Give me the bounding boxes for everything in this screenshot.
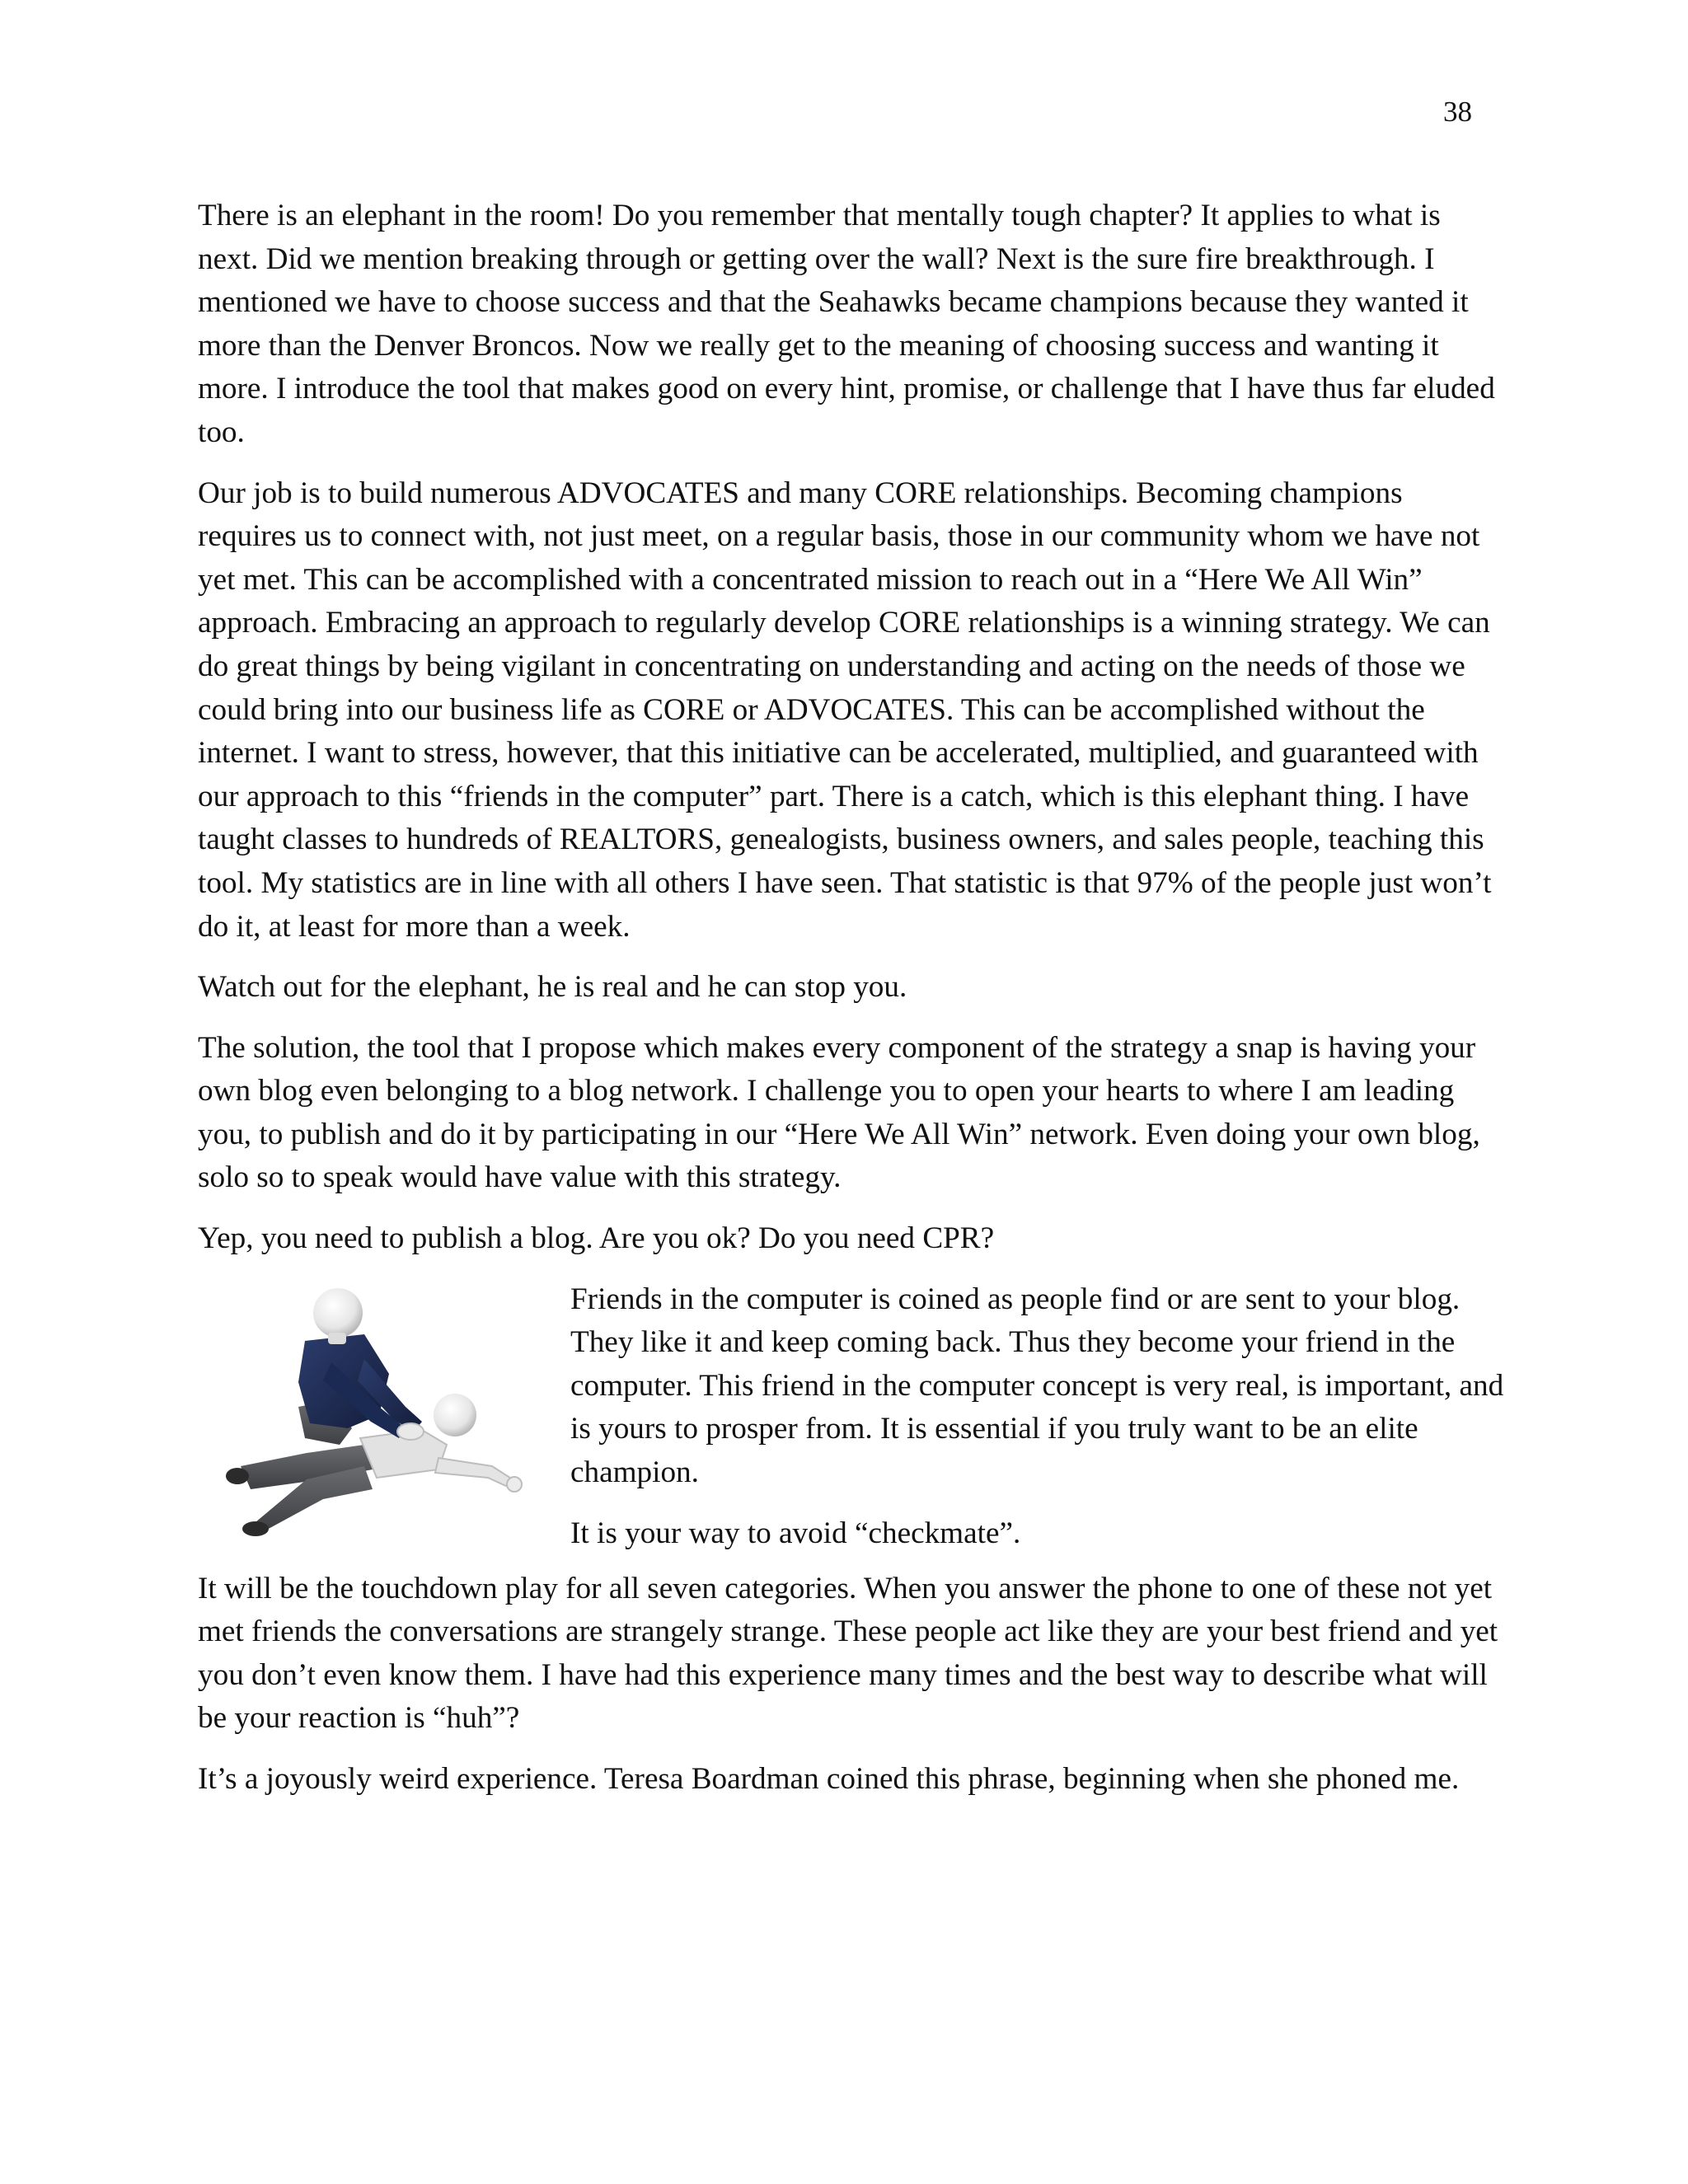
paragraph-elephant-intro: There is an elephant in the room! Do you remember that mentally tough chapter? It applies to what is next. Did we mention breaking through or getting over the wall? Next is the sure fire breakthrough. I mentioned we have to choose success and that the Seahawks became champions because they wanted it more than the Denver Broncos. Now we really get to the meaning of choosing success and wanting it more. I introduce the tool that makes good on every hint, promise, or challenge that I have thus far eluded too. xyxy=(198,199,1495,449)
paragraph-joyously-weird: It’s a joyously weird experience. Teresa Boardman coined this phrase, beginning when she phoned me. xyxy=(198,1762,1460,1797)
paragraph-blog-solution: The solution, the tool that I propose which makes every component of the strategy a snap is having your own blog even belonging to a blog network. I challenge you to open your hearts to where I am leading you, to publish and do it by participating in our “Here We All Win” network. Even doing your own blog, solo so to speak would have value with this strategy. xyxy=(198,1030,1480,1195)
cpr-figure-illustration xyxy=(208,1283,537,1555)
paragraph-checkmate: It is your way to avoid “checkmate”. xyxy=(570,1516,1021,1550)
paragraph-cpr-question: Yep, you need to publish a blog. Are you ok? Do you need CPR? xyxy=(198,1221,995,1256)
page-number: 38 xyxy=(1443,96,1472,128)
figure-side-text xyxy=(570,1278,1518,1573)
cpr-figure-block xyxy=(198,1278,1504,1550)
paragraph-touchdown-play: It will be the touchdown play for all seven categories. When you answer the phone to one of these not yet met friends the conversations are strangely strange. These people act like they are your best friend and yet you don’t even know them. I have had this experience many times and the best way to describe what will be your reaction is “huh”? xyxy=(198,1571,1498,1736)
page-content xyxy=(198,194,1504,1819)
paragraph-elephant-warning: Watch out for the elephant, he is real and he can stop you. xyxy=(198,970,907,1005)
paragraph-advocates-core: Our job is to build numerous ADVOCATES and many CORE relationships. Becoming champions requires us to connect with, not just meet, on a regular basis, those in our community whom we have not yet met. This can be accomplished with a concentrated mission to reach out in a “Here We All Win” approach. Embracing an approach to regularly develop CORE relationships is a winning strategy. We can do great things by being vigilant in concentrating on understanding and acting on the needs of those we could bring into our business life as CORE or ADVOCATES. This can be accomplished without the internet. I want to stress, however, that this initiative can be accelerated, multiplied, and guaranteed with our approach to this “friends in the computer” part. There is a catch, which is this elephant thing. I have taught classes to hundreds of REALTORS, genealogists, business owners, and sales people, teaching this tool. My statistics are in line with all others I have seen. That statistic is that 97% of the people just won’t do it, at least for more than a week. xyxy=(198,476,1492,944)
paragraph-friends-in-computer: Friends in the computer is coined as people find or are sent to your blog. They like it and keep coming back. Thus they become your friend in the computer. This friend in the computer concept is very real, is important, and is yours to prosper from. It is essential if you truly want to be an elite champion. xyxy=(570,1282,1504,1490)
